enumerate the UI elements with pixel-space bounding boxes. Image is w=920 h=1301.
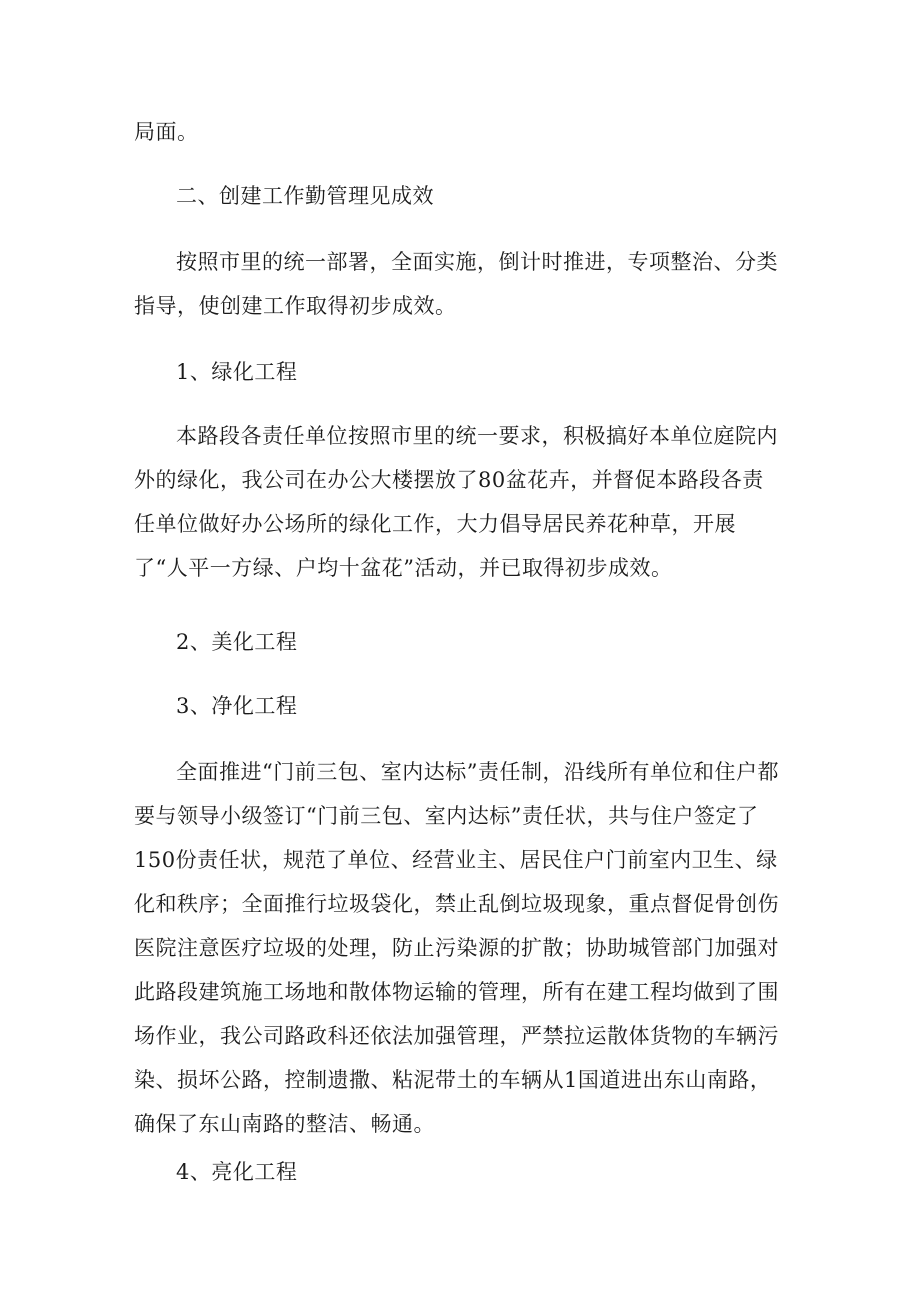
subheading-greening: 1、绿化工程 — [176, 360, 298, 384]
subheading-beautification: 2、美化工程 — [176, 630, 298, 654]
greening-paragraph: 本路段各责任单位按照市里的统一要求，积极搞好本单位庭院内外的绿化，我公司在办公大楼摆放了80盆花卉，并督促本路段各责任单位做好办公场所的绿化工作，大力倡导居民养花种草，开展了“人平一方绿、户均十盆花”活动，并已取得初步成效。 — [134, 424, 778, 580]
paragraph-ending: 局面。 — [134, 120, 199, 144]
subheading-cleaning: 3、净化工程 — [176, 694, 298, 718]
section-intro-paragraph: 按照市里的统一部署，全面实施，倒计时推进，专项整治、分类指导，使创建工作取得初步成效。 — [134, 250, 778, 318]
section-heading: 二、创建工作勤管理见成效 — [176, 184, 434, 208]
cleaning-paragraph: 全面推进“门前三包、室内达标”责任制，沿线所有单位和住户都要与领导小级签订“门前三包、室内达标”责任状，共与住户签定了150份责任状，规范了单位、经营业主、居民住户门前室内卫生、绿化和秩序；全面推行垃圾袋化，禁止乱倒垃圾现象，重点督促骨创伤医院注意医疗垃圾的处理，防止污染源的扩散；协助城管部门加强对此路段建筑施工场地和散体物运输的管理，所有在建工程均做到了围场作业，我公司路政科还依法加强管理，严禁拉运散体货物的车辆污染、损坏公路，控制遗撒、粘泥带土的车辆从1国道进出东山南路，确保了东山南路的整洁、畅通。 — [134, 760, 779, 1136]
subheading-lighting: 4、亮化工程 — [176, 1160, 298, 1184]
